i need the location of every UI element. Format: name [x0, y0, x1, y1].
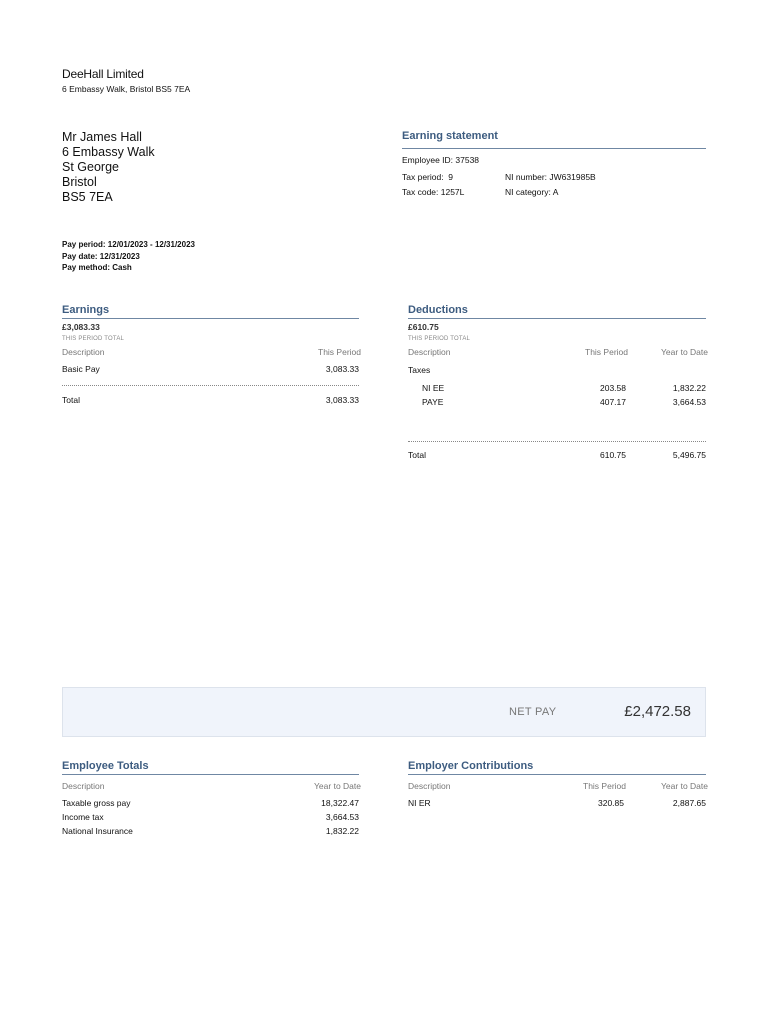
earnings-col-description: Description: [62, 347, 105, 357]
employer-contributions-col-description: Description: [408, 781, 451, 791]
tax-code: Tax code: 1257L: [402, 187, 465, 197]
earnings-caption: THIS PERIOD TOTAL: [62, 336, 125, 342]
recipient-line: St George: [62, 160, 119, 174]
employee-totals-rule: [62, 774, 359, 775]
employee-totals-row-ytd: 18,322.47: [321, 798, 359, 808]
earnings-title: Earnings: [62, 304, 110, 316]
recipient-line: Mr James Hall: [62, 130, 142, 144]
employee-totals-row-description: Income tax: [62, 812, 104, 822]
net-pay-value: £2,472.58: [624, 703, 691, 720]
deductions-col-description: Description: [408, 347, 451, 357]
earnings-divider: [62, 385, 359, 386]
employee-totals-row-description: Taxable gross pay: [62, 798, 131, 808]
employee-id: Employee ID: 37538: [402, 155, 480, 165]
earnings-total-label: Total: [62, 395, 80, 405]
company-address: 6 Embassy Walk, Bristol BS5 7EA: [62, 84, 191, 94]
employer-contributions-row-this-period: 320.85: [598, 798, 624, 808]
earning-statement-rule: [402, 148, 706, 149]
employer-contributions-row-ytd: 2,887.65: [672, 798, 706, 808]
recipient-line: BS5 7EA: [62, 190, 113, 204]
earnings-row-description: Basic Pay: [62, 364, 100, 374]
earning-statement-title: Earning statement: [402, 130, 498, 142]
deductions-row-description: PAYE: [422, 397, 444, 407]
ni-category: NI category: A: [505, 187, 559, 197]
deductions-col-ytd: Year to Date: [661, 347, 708, 357]
recipient-line: Bristol: [62, 175, 97, 189]
pay-method: Pay method: Cash: [62, 263, 132, 272]
recipient-line: 6 Embassy Walk: [62, 145, 155, 159]
deductions-total-label: Total: [408, 450, 426, 460]
deductions-row-ytd: 1,832.22: [672, 383, 706, 393]
employer-contributions-col-ytd: Year to Date: [661, 781, 708, 791]
pay-period: Pay period: 12/01/2023 - 12/31/2023: [62, 240, 195, 249]
employee-totals-row-ytd: 1,832.22: [325, 826, 359, 836]
deductions-total-amount: £610.75: [408, 322, 439, 332]
earnings-rule: [62, 318, 359, 319]
employee-totals-col-description: Description: [62, 781, 105, 791]
pay-info: [62, 239, 195, 274]
earnings-row-this-period: 3,083.33: [325, 364, 359, 374]
employee-totals-title: Employee Totals: [62, 760, 149, 772]
employee-totals-row-description: National Insurance: [62, 826, 133, 836]
recipient-address: [62, 130, 155, 205]
deductions-row-this-period: 407.17: [600, 397, 626, 407]
deductions-total-ytd: 5,496.75: [672, 450, 706, 460]
earnings-total-amount: £3,083.33: [62, 322, 100, 332]
deductions-rule: [408, 318, 706, 319]
employee-totals-row-ytd: 3,664.53: [325, 812, 359, 822]
employer-contributions-row-description: NI ER: [408, 798, 431, 808]
net-pay-label: NET PAY: [509, 706, 557, 718]
deductions-row-description: NI EE: [422, 383, 445, 393]
ni-number: NI number: JW631985B: [505, 172, 596, 182]
deductions-col-this-period: This Period: [585, 347, 628, 357]
tax-period: Tax period: 9: [402, 172, 454, 182]
earnings-total-this-period: 3,083.33: [325, 395, 359, 405]
deductions-caption: THIS PERIOD TOTAL: [408, 336, 471, 342]
deductions-total-this-period: 610.75: [600, 450, 626, 460]
deductions-row-ytd: 3,664.53: [672, 397, 706, 407]
deductions-divider: [408, 441, 706, 442]
company-name: DeeHall Limited: [62, 67, 144, 81]
employer-contributions-title: Employer Contributions: [408, 760, 534, 772]
pay-date: Pay date: 12/31/2023: [62, 251, 140, 261]
deductions-title: Deductions: [408, 304, 468, 316]
employer-contributions-rule: [408, 774, 706, 775]
earnings-col-this-period: This Period: [318, 347, 361, 357]
deductions-group-taxes: Taxes: [408, 365, 431, 375]
net-pay-panel: [62, 687, 706, 737]
employee-totals-col-ytd: Year to Date: [314, 781, 361, 791]
deductions-row-this-period: 203.58: [600, 383, 626, 393]
employer-contributions-col-this-period: This Period: [583, 781, 626, 791]
